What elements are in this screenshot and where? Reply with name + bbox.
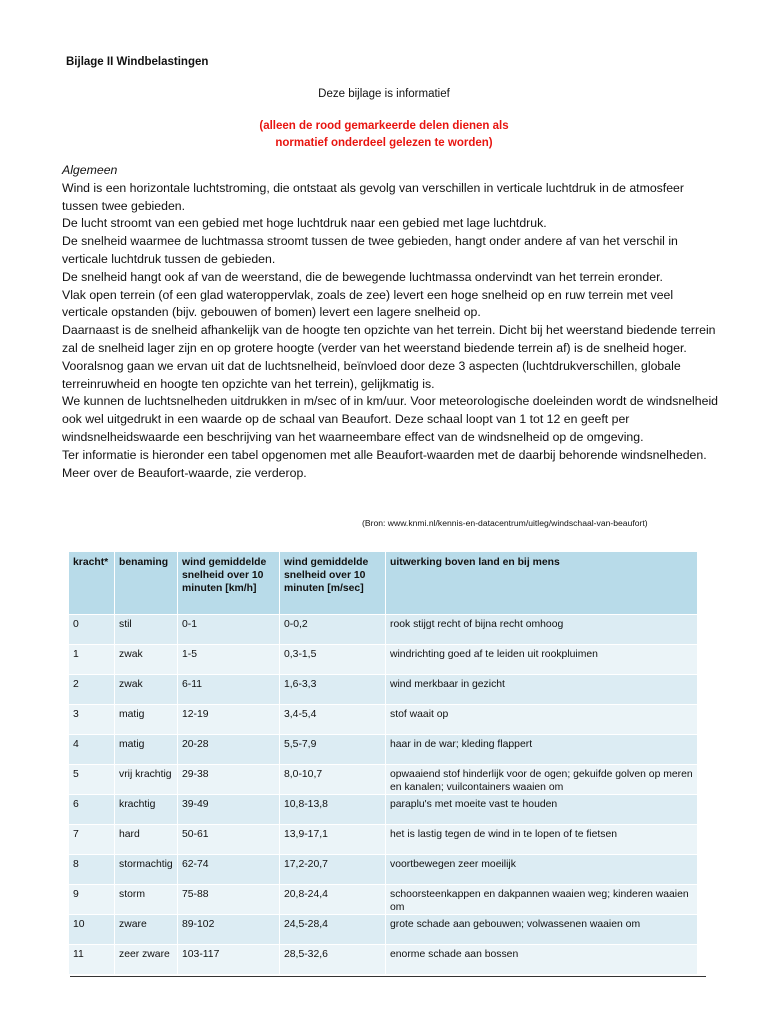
cell-kracht: 6 [69, 795, 115, 825]
cell-speed-ms: 10,8-13,8 [280, 795, 386, 825]
cell-speed-kmh: 29-38 [178, 765, 280, 795]
cell-kracht: 3 [69, 705, 115, 735]
cell-benaming: zeer zware [115, 945, 178, 975]
table-row [69, 765, 698, 795]
paragraph: Vlak open terrein (of een glad wateroppervlak, zoals de zee) levert een hoge snelheid op en ruw terrein met veel verticale opstanden (bijv. gebouwen of bomen) levert een lagere snelheid op. [62, 287, 674, 320]
cell-benaming: matig [115, 735, 178, 765]
paragraph: Daarnaast is de snelheid afhankelijk van de hoogte ten opzichte van het terrein. Dicht bij het weerstand biedende terrein zal de snelheid lager zijn en op grotere hoogte (verder van het weerstand biedende terrein af) is de snelheid hoger. [62, 323, 716, 355]
cell-speed-kmh: 6-11 [178, 675, 280, 705]
paragraph: We kunnen de luchtsnelheden uitdrukken in m/sec of in km/uur. Voor meteorologische doeleinden wordt de windsnelheid ook wel uitgedrukt in een waarde op de schaal van Beaufort. Deze schaal loopt van 1 tot 12 en geeft per windsnelheidswaarde een beschrijving van het waarneembare effect van de windsnelheid op de omgeving. [62, 394, 719, 444]
document-heading: Bijlage II Windbelastingen [66, 56, 209, 68]
cell-effect: schoorsteenkappen en dakpannen waaien weg; kinderen waaien om [386, 885, 698, 915]
cell-speed-kmh: 50-61 [178, 825, 280, 855]
paragraph: Vooralsnog gaan we ervan uit dat de luchtsnelheid, beïnvloed door deze 3 aspecten (luchtdrukverschillen, globale terreinruwheid en hoogte ten opzichte van het terrein), gelijkmatig is. [62, 358, 681, 391]
cell-benaming: matig [115, 705, 178, 735]
cell-kracht: 11 [69, 945, 115, 975]
cell-speed-ms: 0,3-1,5 [280, 645, 386, 675]
paragraph: Ter informatie is hieronder een tabel opgenomen met alle Beaufort-waarden met de daarbij behorende windsnelheden. Meer over de Beaufort-waarde, zie verderop. [62, 447, 707, 480]
cell-effect: voortbewegen zeer moeilijk [386, 855, 698, 885]
cell-kracht: 1 [69, 645, 115, 675]
cell-kracht: 10 [69, 915, 115, 945]
cell-benaming: zwak [115, 675, 178, 705]
cell-benaming: hard [115, 825, 178, 855]
cell-speed-ms: 13,9-17,1 [280, 825, 386, 855]
cell-effect: paraplu's met moeite vast te houden [386, 795, 698, 825]
cell-speed-ms: 24,5-28,4 [280, 915, 386, 945]
table-row [69, 735, 698, 765]
cell-speed-ms: 3,4-5,4 [280, 705, 386, 735]
cell-effect: enorme schade aan bossen [386, 945, 698, 975]
table-row [69, 825, 698, 855]
cell-effect: rook stijgt recht of bijna recht omhoog [386, 615, 698, 645]
cell-benaming: zware [115, 915, 178, 945]
table-row [69, 705, 698, 735]
cell-effect: stof waait op [386, 705, 698, 735]
cell-speed-kmh: 89-102 [178, 915, 280, 945]
body-text [62, 162, 722, 482]
table-row [69, 615, 698, 645]
cell-speed-ms: 8,0-10,7 [280, 765, 386, 795]
cell-speed-kmh: 1-5 [178, 645, 280, 675]
cell-speed-ms: 17,2-20,7 [280, 855, 386, 885]
informative-note: Deze bijlage is informatief [318, 88, 450, 100]
cell-speed-ms: 0-0,2 [280, 615, 386, 645]
red-note-line-2: normatief onderdeel gelezen te worden) [275, 137, 493, 149]
header-effect: uitwerking boven land en bij mens [386, 552, 698, 615]
cell-kracht: 9 [69, 885, 115, 915]
cell-benaming: stormachtig [115, 855, 178, 885]
table-row [69, 675, 698, 705]
table-row [69, 645, 698, 675]
cell-effect: wind merkbaar in gezicht [386, 675, 698, 705]
table-row [69, 915, 698, 945]
cell-speed-ms: 1,6-3,3 [280, 675, 386, 705]
cell-kracht: 5 [69, 765, 115, 795]
footer-divider [70, 976, 706, 977]
cell-speed-kmh: 75-88 [178, 885, 280, 915]
table-row [69, 885, 698, 915]
paragraph: De snelheid hangt ook af van de weerstand, die de bewegende luchtmassa ondervindt van het terrein eronder. [62, 269, 663, 284]
cell-speed-kmh: 39-49 [178, 795, 280, 825]
cell-speed-ms: 5,5-7,9 [280, 735, 386, 765]
cell-benaming: zwak [115, 645, 178, 675]
cell-effect: windrichting goed af te leiden uit rookpluimen [386, 645, 698, 675]
beaufort-table [68, 551, 698, 975]
cell-benaming: stil [115, 615, 178, 645]
cell-effect: het is lastig tegen de wind in te lopen of te fietsen [386, 825, 698, 855]
header-speed-kmh: wind gemiddelde snelheid over 10 minuten [km/h] [178, 552, 280, 615]
cell-speed-kmh: 0-1 [178, 615, 280, 645]
cell-speed-kmh: 20-28 [178, 735, 280, 765]
cell-kracht: 7 [69, 825, 115, 855]
cell-kracht: 4 [69, 735, 115, 765]
table-header-row [69, 552, 698, 615]
cell-speed-kmh: 103-117 [178, 945, 280, 975]
table-row [69, 855, 698, 885]
cell-speed-ms: 28,5-32,6 [280, 945, 386, 975]
header-benaming: benaming [115, 552, 178, 615]
cell-kracht: 2 [69, 675, 115, 705]
paragraph: Wind is een horizontale luchtstroming, die ontstaat als gevolg van verschillen in verticale luchtdruk in de atmosfeer tussen twee gebieden. [62, 180, 684, 213]
cell-speed-ms: 20,8-24,4 [280, 885, 386, 915]
header-speed-ms: wind gemiddelde snelheid over 10 minuten [m/sec] [280, 552, 386, 615]
cell-benaming: vrij krachtig [115, 765, 178, 795]
cell-speed-kmh: 62-74 [178, 855, 280, 885]
header-kracht: kracht* [69, 552, 115, 615]
normative-red-note [0, 118, 768, 152]
cell-speed-kmh: 12-19 [178, 705, 280, 735]
table-row [69, 945, 698, 975]
cell-benaming: storm [115, 885, 178, 915]
section-subheading: Algemeen [62, 163, 118, 177]
cell-effect: grote schade aan gebouwen; volwassenen waaien om [386, 915, 698, 945]
source-citation: (Bron: www.knmi.nl/kennis-en-datacentrum/uitleg/windschaal-van-beaufort) [362, 518, 648, 528]
red-note-line-1: (alleen de rood gemarkeerde delen dienen als [259, 120, 509, 132]
cell-effect: opwaaiend stof hinderlijk voor de ogen; gekuifde golven op meren en kanalen; vuilcontainers waaien om [386, 765, 698, 795]
cell-effect: haar in de war; kleding flappert [386, 735, 698, 765]
cell-benaming: krachtig [115, 795, 178, 825]
cell-kracht: 8 [69, 855, 115, 885]
paragraph: De snelheid waarmee de luchtmassa stroomt tussen de twee gebieden, hangt onder andere af van het verschil in verticale luchtdruk tussen de gebieden. [62, 234, 678, 266]
paragraph: De lucht stroomt van een gebied met hoge luchtdruk naar een gebied met lage luchtdruk. [62, 216, 547, 231]
table-row [69, 795, 698, 825]
cell-kracht: 0 [69, 615, 115, 645]
